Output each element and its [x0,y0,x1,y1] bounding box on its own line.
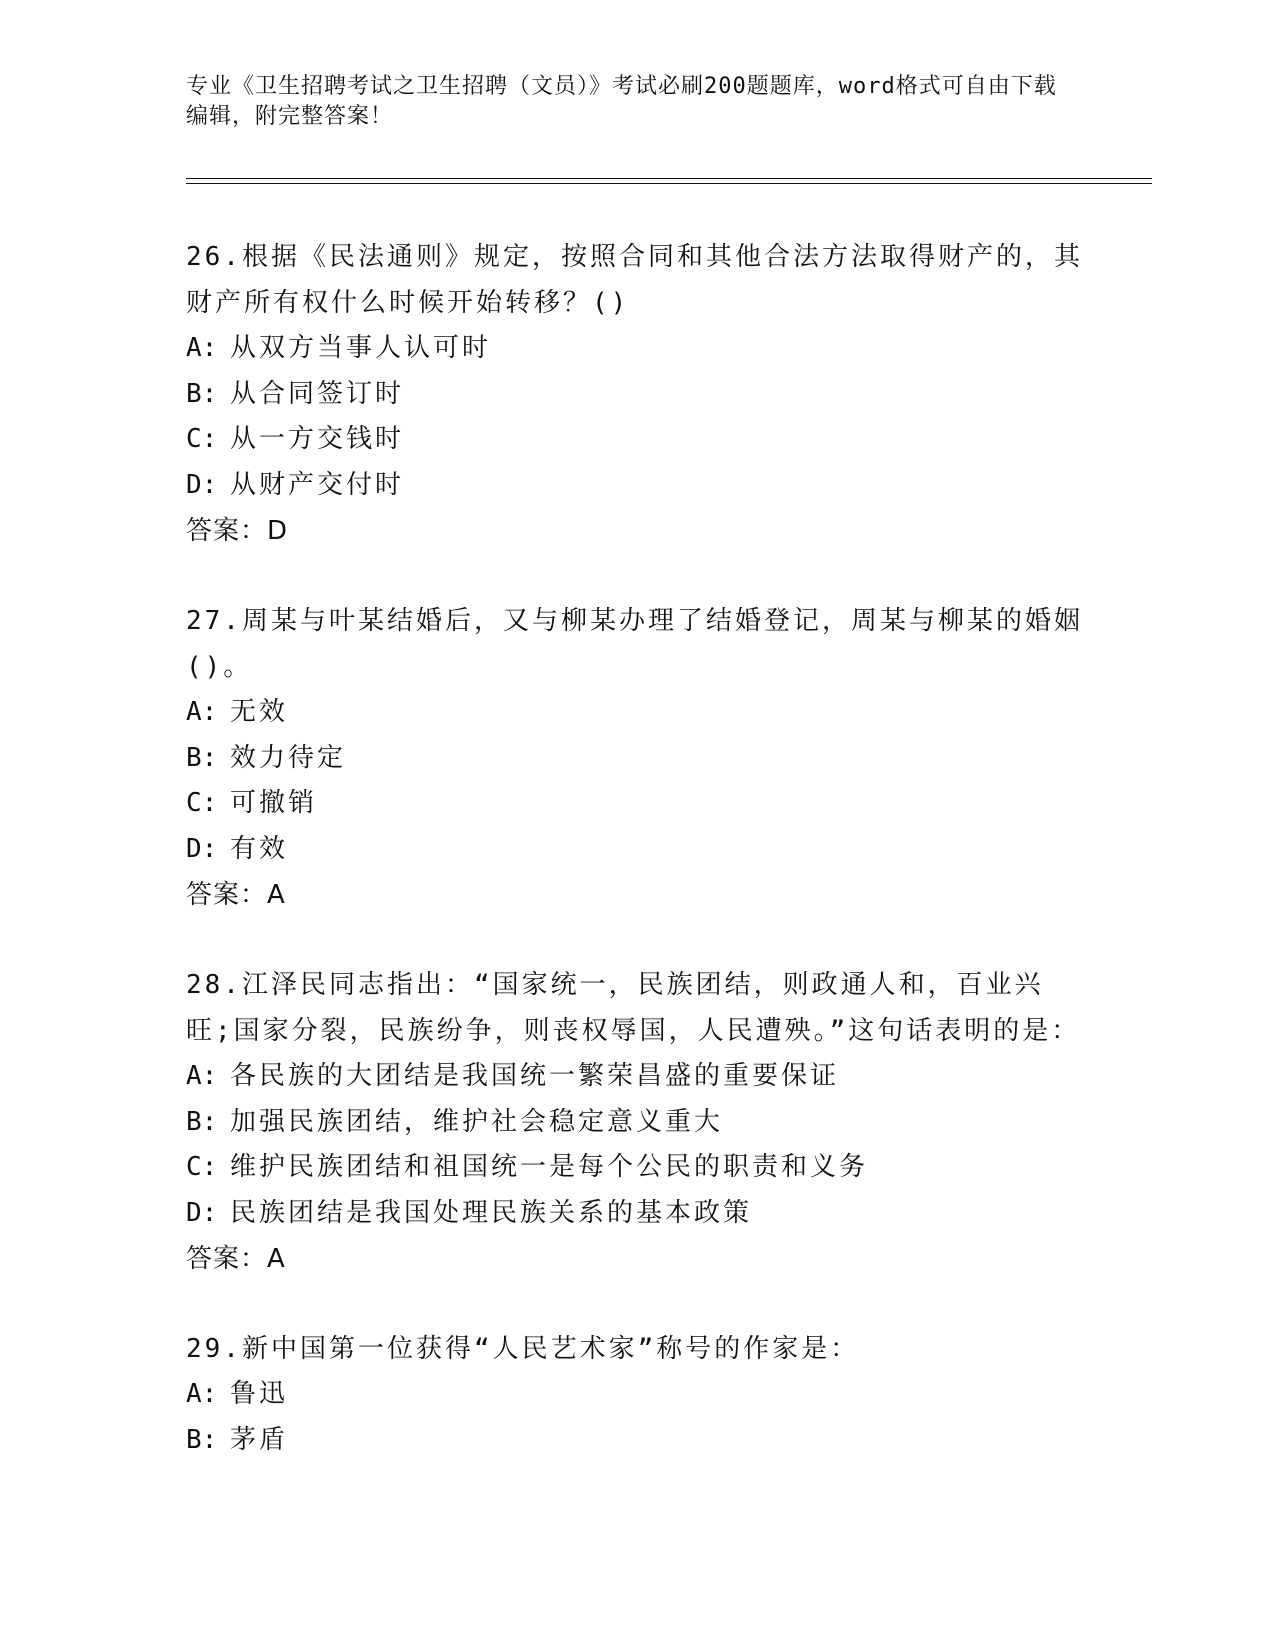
option-text: 民族团结是我国处理民族关系的基本政策 [230,1197,753,1228]
option-letter: B: [186,1106,218,1137]
option-text: 从财产交付时 [230,469,405,500]
question-stem: 29.新中国第一位获得“人民艺术家”称号的作家是： [186,1334,860,1364]
option-b [186,372,1086,418]
question-28 [186,962,1086,1282]
option-letter: A: [186,697,218,727]
answer-line: 答案：A [186,1244,286,1274]
option-letter: A: [186,333,218,363]
option-text: 从一方交钱时 [230,424,405,454]
option-a [186,1372,1086,1418]
option-c [186,417,1086,463]
option-c [186,1145,1086,1191]
option-b [186,1418,1086,1464]
option-a [186,1054,1086,1100]
option-letter: C: [186,424,218,454]
option-text: 无效 [230,697,289,727]
option-b [186,1100,1086,1146]
option-letter: D: [186,469,218,500]
question-29 [186,1326,1086,1463]
option-letter: B: [186,742,218,773]
option-text: 从合同签订时 [230,378,405,409]
option-b [186,736,1086,782]
option-text: 各民族的大团结是我国统一繁荣昌盛的重要保证 [230,1061,840,1091]
question-stem: 27.周某与叶某结婚后，又与柳某办理了结婚登记，周某与柳某的婚姻()。 [186,606,1083,682]
question-stem: 28.江泽民同志指出：“国家统一，民族团结，则政通人和，百业兴旺;国家分裂，民族纷争，则丧权辱国，人民遭殃。”这句话表明的是： [186,970,1081,1046]
header-rule-bottom [186,183,1152,184]
option-letter: D: [186,1197,218,1228]
option-d [186,1191,1086,1237]
option-text: 可撤销 [230,788,318,818]
option-text: 有效 [230,833,289,864]
option-a [186,690,1086,736]
question-stem: 26.根据《民法通则》规定，按照合同和其他合法方法取得财产的，其财产所有权什么时候开始转移？() [186,242,1083,318]
option-d [186,827,1086,873]
question-list [186,234,1086,1507]
option-d [186,463,1086,509]
option-c [186,781,1086,827]
option-text: 加强民族团结，维护社会稳定意义重大 [230,1106,724,1137]
option-letter: C: [186,788,218,818]
option-a [186,326,1086,372]
answer-line: 答案：A [186,880,286,910]
option-letter: D: [186,833,218,864]
option-text: 效力待定 [230,742,347,773]
question-26 [186,234,1086,554]
document-header: 专业《卫生招聘考试之卫生招聘（文员）》考试必刷200题题库，word格式可自由下载编辑，附完整答案！ [186,74,1057,129]
option-letter: C: [186,1152,218,1182]
option-text: 从双方当事人认可时 [230,333,492,363]
answer-line: 答案：D [186,516,289,546]
option-letter: A: [186,1379,218,1409]
option-letter: A: [186,1061,218,1091]
option-letter: B: [186,1424,218,1455]
question-27 [186,598,1086,918]
option-text: 维护民族团结和祖国统一是每个公民的职责和义务 [230,1152,869,1182]
option-text: 鲁迅 [230,1379,289,1409]
header-rule-top [186,178,1152,179]
option-text: 茅盾 [230,1424,289,1455]
option-letter: B: [186,378,218,409]
